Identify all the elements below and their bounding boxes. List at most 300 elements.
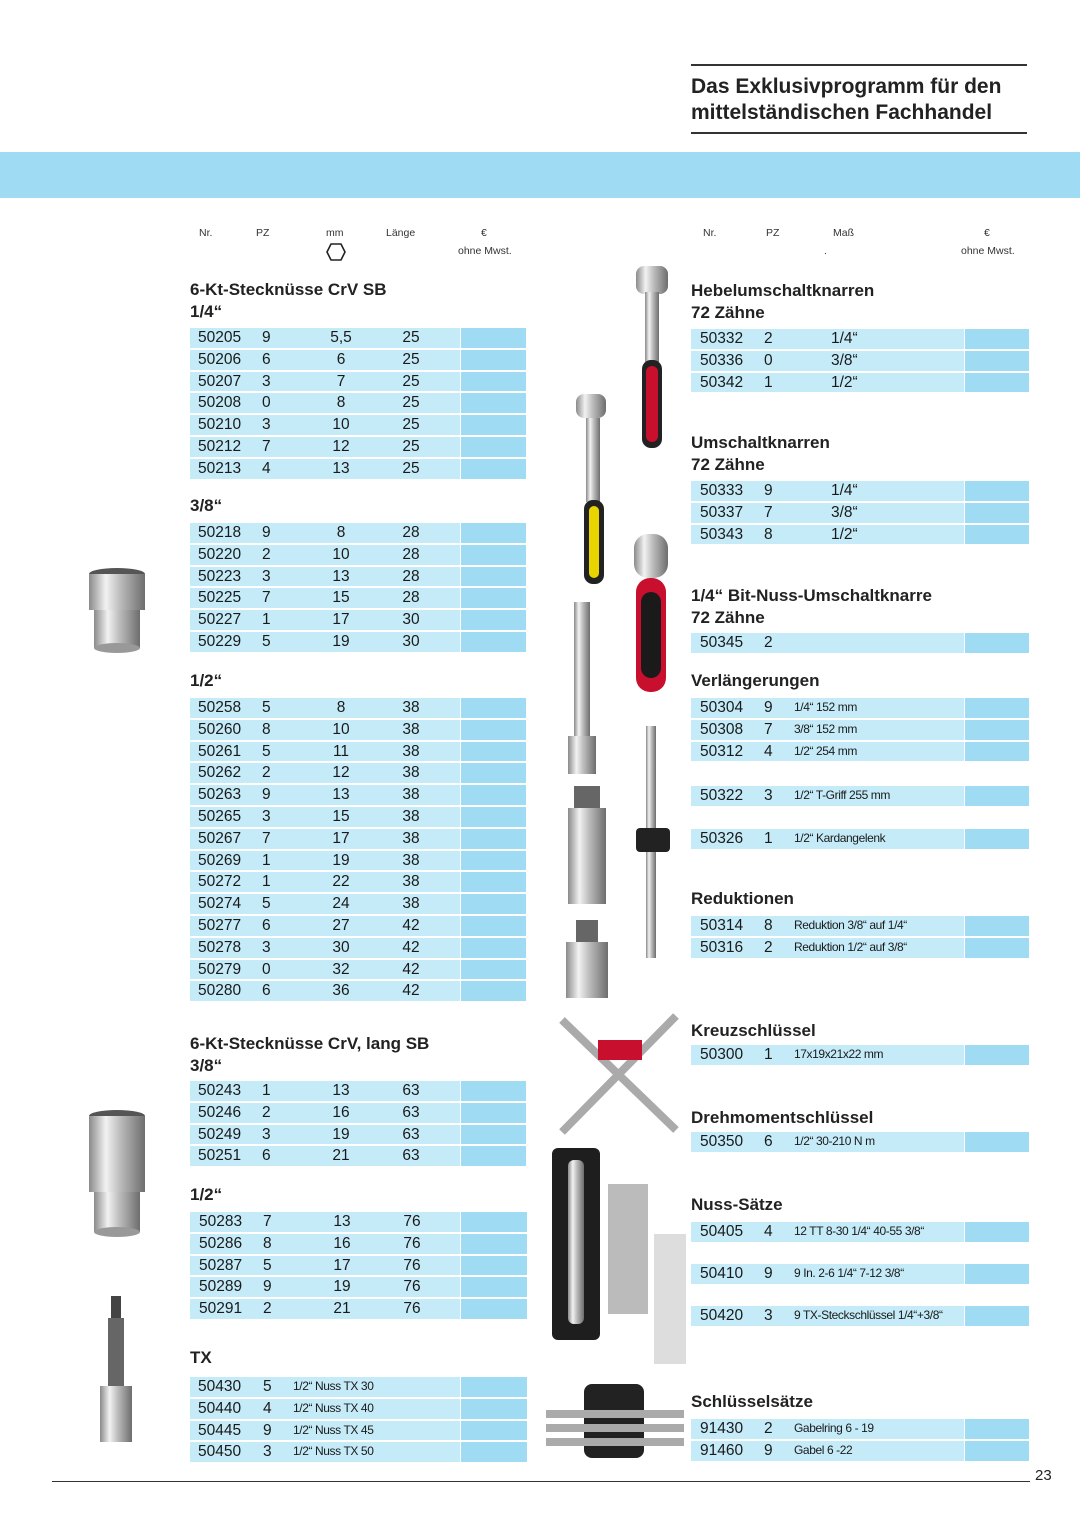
cell-nr: 50405	[700, 1223, 744, 1240]
cell-size: 24	[332, 895, 350, 913]
section-subtitle-text: 72 Zähne	[691, 303, 765, 322]
section-title-reducers: Reduktionen	[691, 889, 794, 908]
cell-size: 17	[332, 611, 350, 629]
cell-size: 16	[333, 1234, 351, 1252]
hex-socket-image	[86, 566, 148, 654]
left-col-laenge: Länge	[386, 227, 416, 239]
cell-pz: 9	[263, 1278, 272, 1296]
price-cell	[461, 807, 526, 827]
cell-length: 63	[402, 1125, 420, 1143]
section-title-text: 1/4“ Bit-Nuss-Umschaltknarre	[691, 586, 932, 605]
cell-pz: 2	[764, 330, 773, 347]
cell-pz: 9	[262, 524, 271, 541]
section-title-tx: TX	[190, 1348, 212, 1367]
extension-bar-image	[562, 600, 602, 778]
red-ratchet-image	[630, 262, 674, 452]
cell-size: 13	[332, 567, 350, 585]
price-cell	[461, 981, 526, 1001]
section-title-hex-sockets	[190, 279, 387, 323]
cell-nr: 50343	[700, 525, 744, 543]
section-title-text: Umschaltknarren	[691, 433, 830, 452]
cell-pz: 1	[764, 373, 773, 391]
cell-nr: 50337	[700, 503, 744, 521]
price-cell	[461, 1125, 526, 1145]
cell-pz: 9	[764, 699, 773, 716]
cell-nr: 50277	[198, 916, 242, 934]
cell-pz: 5	[262, 742, 271, 760]
cell-pz: 0	[262, 960, 271, 978]
price-cell	[461, 415, 526, 435]
section-subtitle-14: 1/4“	[190, 302, 223, 321]
price-cell	[965, 1045, 1029, 1065]
cell-nr: 50450	[198, 1443, 242, 1461]
section-title-lever-ratchets	[691, 280, 874, 324]
cell-nr: 50274	[198, 895, 242, 913]
cell-pz: 1	[262, 873, 271, 891]
price-cell	[965, 1222, 1029, 1242]
price-cell	[461, 588, 526, 608]
cell-pz: 5	[262, 699, 271, 716]
price-cell	[461, 938, 526, 958]
cell-nr: 50246	[198, 1103, 242, 1121]
cell-pz: 7	[263, 1213, 272, 1230]
cell-nr: 50308	[700, 720, 744, 738]
cell-pz: 3	[262, 938, 271, 956]
cell-length: 25	[402, 459, 420, 477]
cell-nr: 50229	[198, 632, 242, 650]
cell-nr: 50445	[198, 1421, 242, 1439]
price-cell	[461, 1442, 527, 1462]
price-cell	[461, 1377, 527, 1397]
cell-length: 63	[402, 1103, 420, 1121]
cell-pz: 9	[764, 482, 773, 499]
cell-nr: 91430	[700, 1420, 744, 1437]
cell-nr: 50322	[700, 787, 744, 804]
cell-pz: 2	[764, 634, 773, 651]
cell-nr: 50269	[198, 851, 242, 869]
cell-nr: 50210	[198, 416, 242, 434]
section-title-socket-sets: Nuss-Sätze	[691, 1195, 783, 1214]
cell-size: 1/4“ 152 mm	[794, 700, 857, 714]
cell-pz: 6	[262, 350, 271, 368]
cell-size: 13	[333, 1213, 351, 1230]
section-subtitle-38-long: 3/8“	[190, 1056, 223, 1075]
cell-nr: 50212	[198, 437, 242, 455]
cell-nr: 50336	[700, 351, 744, 369]
cell-nr: 50287	[199, 1256, 243, 1274]
cell-pz: 4	[263, 1399, 272, 1417]
cell-size: 36	[332, 982, 350, 1000]
cell-size: 21	[333, 1300, 351, 1318]
cell-nr: 50342	[700, 373, 744, 391]
cell-length: 25	[402, 350, 420, 368]
cell-size: 8	[336, 699, 346, 716]
cell-length: 30	[402, 611, 420, 629]
cell-size: 8	[336, 524, 346, 541]
price-cell	[461, 437, 526, 457]
cell-size: 12	[332, 437, 350, 455]
cell-pz: 7	[764, 720, 773, 738]
cell-nr: 50208	[198, 394, 242, 412]
cell-size: 15	[332, 807, 350, 825]
price-cell	[461, 829, 526, 849]
section-subtitle-12: 1/2“	[190, 671, 223, 690]
page-header-title	[691, 64, 1027, 134]
cell-pz: 9	[764, 1265, 773, 1282]
cell-size: 13	[332, 786, 350, 804]
cell-nr: 50410	[700, 1265, 744, 1282]
cell-nr: 50265	[198, 807, 242, 825]
price-cell	[461, 1277, 527, 1297]
price-cell	[461, 632, 526, 652]
cell-length: 38	[402, 786, 420, 804]
price-cell	[965, 916, 1029, 936]
cell-nr: 50205	[198, 329, 242, 346]
cell-nr: 50289	[199, 1278, 243, 1296]
cell-nr: 50326	[700, 830, 744, 847]
cell-nr: 50206	[198, 350, 242, 368]
cell-size: Reduktion 1/2“ auf 3/8“	[794, 939, 907, 954]
cell-pz: 4	[764, 742, 773, 760]
right-col-mass: Maß	[833, 227, 854, 239]
cell-pz: 1	[262, 851, 271, 869]
cell-size: 19	[332, 1125, 350, 1143]
cell-size: 12	[332, 764, 350, 782]
cell-pz: 2	[262, 545, 271, 563]
price-cell	[461, 872, 526, 892]
price-cell	[965, 329, 1029, 349]
cell-nr: 50223	[198, 567, 242, 585]
price-cell	[965, 1132, 1029, 1152]
cell-pz: 3	[262, 416, 271, 434]
cell-pz: 1	[764, 830, 773, 847]
price-cell	[965, 1419, 1029, 1439]
cell-size: 21	[332, 1147, 350, 1165]
cell-nr: 50272	[198, 873, 242, 891]
cell-nr: 50430	[198, 1378, 242, 1395]
cell-size: 8	[336, 394, 346, 412]
cell-pz: 8	[764, 525, 773, 543]
cell-pz: 9	[262, 786, 271, 804]
cell-length: 76	[403, 1300, 421, 1318]
price-cell	[461, 372, 526, 392]
header-band	[0, 152, 1080, 198]
price-cell	[965, 1441, 1029, 1461]
cell-pz: 8	[262, 720, 271, 738]
cell-pz: 7	[764, 503, 773, 521]
socket-set-image	[606, 1178, 690, 1368]
price-cell	[461, 851, 526, 871]
cell-nr: 50314	[700, 917, 744, 934]
price-cell	[461, 742, 526, 762]
long-socket-image	[86, 1108, 148, 1238]
cell-length: 38	[402, 720, 420, 738]
cell-nr: 50262	[198, 764, 242, 782]
cell-pz: 0	[764, 351, 773, 369]
cell-length: 63	[402, 1147, 420, 1165]
price-cell	[965, 351, 1029, 371]
section-subtitle-12-long: 1/2“	[190, 1185, 223, 1204]
cell-pz: 5	[262, 895, 271, 913]
cell-nr: 50291	[199, 1300, 243, 1318]
cell-pz: 3	[262, 807, 271, 825]
cell-pz: 7	[262, 437, 271, 455]
section-title-text: 6-Kt-Stecknüsse CrV SB	[190, 280, 387, 299]
price-cell	[461, 1421, 527, 1441]
price-cell	[461, 1212, 527, 1232]
left-col-pz: PZ	[256, 227, 270, 239]
section-title-text: 6-Kt-Stecknüsse CrV, lang SB	[190, 1034, 430, 1053]
cell-size: 10	[332, 720, 350, 738]
cell-size: Gabelring 6 - 19	[794, 1421, 874, 1435]
cell-nr: 50227	[198, 611, 242, 629]
cell-nr: 50249	[198, 1125, 242, 1143]
cell-size: 15	[332, 589, 350, 607]
section-title-bit-ratchet	[691, 585, 932, 629]
price-cell	[965, 481, 1029, 501]
cell-pz: 1	[764, 1046, 773, 1063]
cell-pz: 3	[262, 1125, 271, 1143]
cell-size: 5,5	[330, 329, 352, 346]
cell-nr: 50261	[198, 742, 242, 760]
cell-size: 19	[332, 632, 350, 650]
cell-nr: 50345	[700, 634, 744, 651]
cell-pz: 1	[262, 1082, 271, 1099]
cell-size: 1/2“ Nuss TX 30	[293, 1379, 374, 1393]
right-col-currency: €	[984, 227, 990, 239]
cell-size: 1/2“ Nuss TX 50	[293, 1444, 374, 1459]
cell-size: 3/8“	[831, 351, 858, 369]
cell-pz: 3	[262, 372, 271, 390]
cell-pz: 3	[262, 567, 271, 585]
cell-length: 38	[402, 764, 420, 782]
cell-size: 3/8“ 152 mm	[794, 721, 857, 736]
page-number: 23	[1035, 1467, 1052, 1484]
cell-length: 38	[402, 807, 420, 825]
price-cell	[461, 785, 526, 805]
header-title-line2: mittelständischen Fachhandel	[691, 101, 993, 124]
cell-nr: 50286	[199, 1234, 243, 1252]
price-cell	[965, 503, 1029, 523]
section-title-torque-wrench: Drehmomentschlüssel	[691, 1108, 874, 1127]
cell-length: 30	[402, 632, 420, 650]
cell-nr: 50283	[199, 1213, 243, 1230]
cell-nr: 50258	[198, 699, 242, 716]
cell-size: 1/2“ Nuss TX 40	[293, 1400, 374, 1415]
cell-pz: 5	[262, 632, 271, 650]
cell-size: 22	[332, 873, 350, 891]
price-cell	[461, 523, 526, 543]
cell-length: 38	[402, 851, 420, 869]
cell-nr: 50263	[198, 786, 242, 804]
cell-nr: 50225	[198, 589, 242, 607]
cell-size: 9 TX-Steckschlüssel 1/4“+3/8“	[794, 1308, 943, 1322]
cell-nr: 50350	[700, 1133, 744, 1150]
cell-length: 25	[402, 329, 420, 346]
cell-nr: 50440	[198, 1399, 242, 1417]
header-title-line1: Das Exklusivprogramm für den	[691, 75, 1002, 98]
cell-nr: 50278	[198, 938, 242, 956]
section-title-ratchets	[691, 432, 830, 476]
cell-length: 25	[402, 416, 420, 434]
cell-size: 16	[332, 1103, 350, 1121]
cell-nr: 50300	[700, 1046, 744, 1063]
cell-length: 76	[403, 1278, 421, 1296]
cell-pz: 5	[263, 1256, 272, 1274]
cell-pz: 2	[262, 764, 271, 782]
price-cell	[965, 720, 1029, 740]
cell-size: 7	[336, 372, 346, 390]
cell-length: 38	[402, 829, 420, 847]
cell-length: 28	[402, 589, 420, 607]
cell-size: 19	[332, 851, 350, 869]
cell-size: 1/2“ Nuss TX 45	[293, 1422, 374, 1437]
price-cell	[965, 938, 1029, 958]
price-cell	[461, 698, 526, 718]
right-col-pz: PZ	[766, 227, 780, 239]
cell-size: 17	[333, 1256, 351, 1274]
price-cell	[461, 393, 526, 413]
cell-size: 3/8“	[831, 503, 858, 521]
price-cell	[461, 328, 526, 348]
bit-ratchet-image	[628, 532, 674, 696]
section-subtitle-text: 72 Zähne	[691, 608, 765, 627]
cell-length: 42	[402, 938, 420, 956]
cell-nr: 91460	[700, 1441, 744, 1459]
price-cell	[461, 763, 526, 783]
section-title-extensions: Verlängerungen	[691, 671, 820, 690]
cell-length: 38	[402, 699, 420, 716]
cell-pz: 6	[262, 1147, 271, 1165]
cell-size: 10	[332, 416, 350, 434]
price-cell	[461, 350, 526, 370]
cell-size: 1/4“	[831, 482, 858, 499]
cell-length: 42	[402, 916, 420, 934]
price-cell	[461, 1146, 526, 1166]
left-col-currency: €	[481, 227, 487, 239]
cell-pz: 9	[764, 1441, 773, 1459]
cell-length: 25	[402, 437, 420, 455]
cell-length: 38	[402, 873, 420, 891]
price-cell	[965, 829, 1029, 849]
cell-length: 28	[402, 545, 420, 563]
torque-wrench-case-image	[550, 1146, 602, 1342]
cell-pz: 8	[263, 1234, 272, 1252]
hexagon-icon	[326, 243, 346, 261]
price-cell	[461, 1399, 527, 1419]
section-subtitle-text: 72 Zähne	[691, 455, 765, 474]
cell-size: 17x19x21x22 mm	[794, 1047, 884, 1061]
cell-pz: 2	[764, 938, 773, 956]
price-cell	[965, 633, 1029, 653]
cell-nr: 50243	[198, 1082, 242, 1099]
cell-nr: 50312	[700, 742, 744, 760]
cross-wrench-image	[554, 1008, 684, 1140]
cell-pz: 3	[764, 787, 773, 804]
cell-size: 1/2“ 254 mm	[794, 743, 857, 758]
cell-size: 1/2“ T-Griff 255 mm	[794, 788, 890, 802]
left-col-nr: Nr.	[199, 227, 213, 239]
cell-nr: 50333	[700, 482, 744, 499]
cell-length: 63	[402, 1082, 420, 1099]
left-col-mm: mm	[326, 227, 344, 239]
tx-bit-socket-image	[96, 1296, 136, 1448]
cell-size: 13	[332, 459, 350, 477]
cell-nr: 50267	[198, 829, 242, 847]
cell-nr: 50220	[198, 545, 242, 563]
price-cell	[461, 1256, 527, 1276]
cell-size: 6	[336, 350, 346, 368]
right-col-nr: Nr.	[703, 227, 717, 239]
cell-pz: 0	[262, 394, 271, 412]
cell-pz: 3	[764, 1307, 773, 1324]
section-title-wrench-sets: Schlüsselsätze	[691, 1392, 813, 1411]
section-subtitle-38: 3/8“	[190, 496, 223, 515]
cell-length: 28	[402, 567, 420, 585]
cell-nr: 50213	[198, 459, 242, 477]
price-cell	[965, 698, 1029, 718]
cell-length: 76	[403, 1234, 421, 1252]
price-cell	[461, 916, 526, 936]
cell-length: 38	[402, 742, 420, 760]
cell-length: 38	[402, 895, 420, 913]
footer-line	[52, 1481, 1030, 1482]
cell-pz: 7	[262, 589, 271, 607]
cell-length: 28	[402, 524, 420, 541]
cell-size: 13	[332, 1082, 350, 1099]
cell-length: 42	[402, 960, 420, 978]
section-title-long-sockets	[190, 1033, 429, 1077]
cell-size: 32	[332, 960, 350, 978]
cell-pz: 1	[262, 611, 271, 629]
yellow-ratchet-image	[572, 390, 616, 588]
cell-size: 1/4“	[831, 330, 858, 347]
cell-length: 76	[403, 1213, 421, 1230]
price-cell	[461, 545, 526, 565]
cell-size: 9 In. 2-6 1/4“ 7-12 3/8“	[794, 1266, 904, 1280]
price-cell	[461, 459, 526, 479]
cell-nr: 50207	[198, 372, 242, 390]
cell-size: 11	[332, 742, 350, 760]
t-handle-image	[634, 722, 672, 962]
cell-nr: 50251	[198, 1147, 242, 1165]
cell-length: 76	[403, 1256, 421, 1274]
cell-nr: 50279	[198, 960, 242, 978]
cell-pz: 2	[764, 1420, 773, 1437]
price-cell	[965, 742, 1029, 762]
cell-pz: 2	[263, 1300, 272, 1318]
cell-size: 30	[332, 938, 350, 956]
cell-pz: 9	[263, 1421, 272, 1439]
cell-nr: 50316	[700, 938, 744, 956]
price-cell	[461, 1299, 527, 1319]
right-col-dot: .	[824, 245, 827, 257]
cell-pz: 8	[764, 917, 773, 934]
cell-size: 1/2“ Kardangelenk	[794, 831, 886, 845]
section-title-text: Hebelumschaltknarren	[691, 281, 875, 300]
section-title-cross-wrench: Kreuzschlüssel	[691, 1021, 816, 1040]
price-cell	[965, 525, 1029, 545]
price-cell	[965, 1264, 1029, 1284]
cell-size: 27	[332, 916, 350, 934]
price-cell	[461, 1234, 527, 1254]
cell-pz: 6	[262, 982, 271, 1000]
price-cell	[461, 894, 526, 914]
cell-pz: 6	[764, 1133, 773, 1150]
price-cell	[461, 610, 526, 630]
cell-pz: 5	[263, 1378, 272, 1395]
cell-size: 1/2“ 30-210 N m	[794, 1134, 875, 1148]
